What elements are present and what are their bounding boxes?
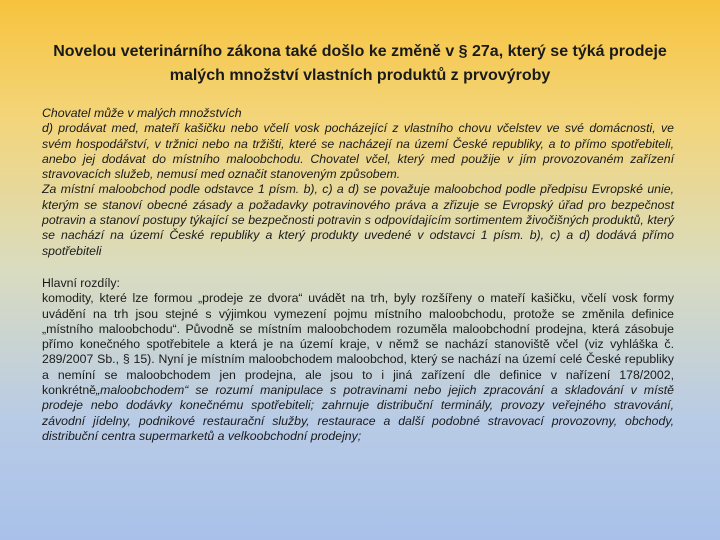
spacer [42, 259, 674, 276]
slide-body [42, 106, 674, 444]
section1-paragraph-2: Za místní maloobchod podle odstavce 1 písm. b), c) a d) se považuje maloobchod podle předpisu Evropské unie, kterým se stanoví obecné zásady a požadavky potravinového práva a zřizuje se Evropský úřad pro bezpečnost potravin a stanoví postupy týkající se bezpečnosti potravin s odpovídajícím sortimentem živočišných produktů, který se nachází na území České republiky a který produkty uvedené v odstavci 1 písm. b), c) a d) dodává přímo spotřebiteli [42, 182, 674, 258]
section2-italic-text: „maloobchodem“ se rozumí manipulace s potravinami nebo jejich zpracování a skladování v místě prodeje nebo dodávky konečnému spotřebiteli; zahrnuje distribuční terminály, provozy veřejného stravování, závodní jídelny, podnikové restaurační služby, restaurace a další podobné stravovací provozovny, obchody, distribuční centra supermarketů a velkoobchodní prodejny; [42, 383, 674, 443]
section1-paragraph-1: d) prodávat med, mateří kašičku nebo včelí vosk pocházející z vlastního chovu včelstev ve své domácnosti, ve svém hospodářství, v tržnici nebo na tržišti, které se nacházejí na území České republiky, a to přímo spotřebiteli, anebo jej dodávat do místního maloobchodu. Chovatel včel, který med použije v jím provozovaném zařízení stravovacích služeb, nemusí med označit stanoveným způsobem. [42, 121, 674, 182]
section2-heading: Hlavní rozdíly: [42, 275, 120, 290]
slide-title: Novelou veterinárního zákona také došlo ke změně v § 27a, který se týká prodeje malých množství vlastních produktů z prvovýroby [53, 43, 667, 84]
section2-paragraph [42, 291, 674, 444]
section2-text: komodity, které lze formou „prodeje ze dvora“ uvádět na trh, byly rozšířeny o mateří kašičku, včelí vosk formy uvádění na trh jsou stejné s výjimkou vymezení pojmu místního maloobchodu, protože se změnila definice „místního maloobchodu“. Původně se místním maloobchodem rozuměla maloobchodní prodejna, která zásobuje přímo konečného spotřebitele a která je na území kraje, v němž se nachází stanoviště včel (viz vyhláška č. 289/2007 Sb., § 15). Nyní je místním maloobchodem maloobchod, který se nachází na území celé České republiky a nemíní se maloobchodem jen prodejna, ale jsou to i jiná zařízení dle definice v nařízení 178/2002, konkrétně [42, 291, 674, 398]
section1-heading: Chovatel může v malých množstvích [42, 106, 242, 120]
